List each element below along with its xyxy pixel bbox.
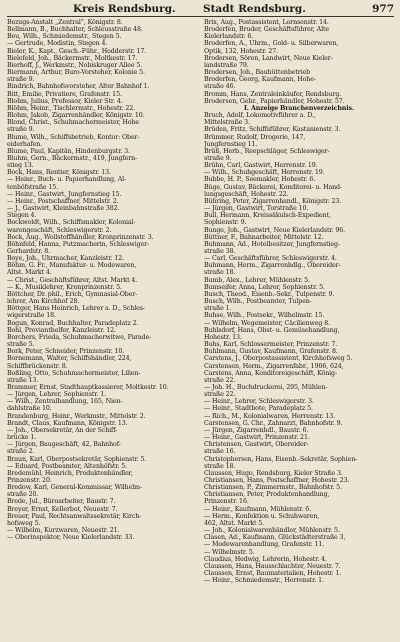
directory-entry: Brodersen, Sören, Landwirt, Neue Kieler- (204, 54, 333, 62)
directory-entry: — Heinr., Schmiedemstr., Herrenstr. 1. (204, 577, 324, 585)
directory-entry: Bock, Aug., Wollstoffhändler, Kronprinzenstr. 3. (7, 233, 154, 241)
directory-entry: Böhm, G. Fr., Manufaktur- u. Modewaren, (7, 262, 137, 270)
directory-entry: Brix, Aug., Postassistent, Lornsenstr. 14. (204, 19, 329, 26)
directory-entry: Claussen, Hugo, Rendsburg, Kieler Straße 3. (204, 469, 343, 477)
directory-entry: Broderfen, Georg, Kaufmann, Hohe- (204, 76, 316, 84)
directory-entry: Blume, Wilh., Schiffsbetrieb, Kontor: Ober- (7, 133, 140, 141)
directory-entry: — Heinr., Buch- u. Papierhandlung, Al- (7, 176, 127, 184)
directory-entry: straße 9. (7, 76, 35, 84)
directory-entry: — Heinr., Kaufmann, Mühlenstr. 6. (204, 505, 312, 513)
directory-entry: — Jürgen, Zigarrenhdl., Baustr. 6. (204, 426, 309, 434)
directory-entry: I. Anzeige Branchenverzeichnis. (243, 104, 355, 112)
directory-entry: Claudius, Hedwig, Lehrerin, Hohestr. 4. (204, 555, 327, 563)
directory-entry: Büge, Gustav, Bäckerei, Konditorei- u. Hand- (204, 183, 342, 191)
directory-entry: Prinzenstr. 16. (204, 498, 249, 506)
directory-entry: — K., Musiklehrer, Kronprinzenstr. 5. (7, 283, 122, 291)
directory-entry: straße 22. (204, 376, 236, 384)
directory-entry: Kielerlandstr. 6. (204, 33, 254, 41)
directory-entry: Brede, Jul., Büroarbeiter, Baustr. 7. (7, 498, 116, 506)
directory-entry: — Jürgen, Gastwirt, Torstraße 10. (204, 205, 309, 213)
directory-entry: — J., Gastwirt, Kleinbahnstraße 382. (7, 205, 120, 213)
directory-entry: Breyer, Ernst, Kellerbot, Neuestr. 7. (7, 505, 118, 513)
directory-entry: — Herm., Konfektion u. Schuhwaren, (204, 512, 320, 520)
directory-entry: Carstens, Anna, Konditoreigeschäft, König- (204, 369, 337, 377)
directory-entry: Bohl, Provianthelfer, Kanzleistr. 12. (7, 326, 116, 334)
directory-entry: — Wilh., Zentralhandlung, 165, Nien- (7, 398, 123, 406)
directory-entry: Brümmer, Rudolf, Drogerie, 147, (204, 133, 306, 141)
directory-entry: Böttcher, Dr. phil., Erich, Gymnasial-Ober- (7, 290, 138, 298)
header-town: Stadt Rendsburg. (203, 3, 306, 15)
directory-entry: Buhlsdorf, Hans, Obst- u. Gemüsehandlung, (204, 326, 340, 334)
directory-entry: Bühring, Peter, Zigarrenhandl., Königstr. 23. (204, 197, 342, 205)
directory-entry: — Wilh., Schuhgeschäft, Herrenstr. 19. (204, 169, 325, 177)
directory-entry: hofsweg 5. (7, 519, 41, 527)
directory-entry: Clasen, Ad., Kaufmann, Glückstädterstraße 3, (204, 534, 346, 542)
directory-entry: 462, Altst. Markt 5. (204, 519, 265, 527)
directory-entry: Brühn, Carl, Gastwirt, Herrenstr. 19. (204, 162, 318, 170)
directory-entry: Blöhm, Heinr., Tischlermstr., Hohestr. 22. (7, 104, 136, 112)
directory-entry: Böhnfeld, Hanna, Putzmacherin, Schleswiger- (7, 240, 150, 248)
directory-entry: Bruch, Adolf, Lokomotivführer a. D., (204, 112, 316, 120)
directory-entry: Bitt, Emilie, Privatiere, Grafenstr. 15. (7, 90, 122, 98)
directory-entry: Bredow, Karl, General-Kommissar, Wilhelm- (7, 484, 142, 492)
directory-entry: Brandt, Claus, Kaufmann, Königstr. 13. (7, 419, 128, 427)
directory-entry: Blohm, Jakob, Zigarrenhändler, Königstr. 10. (7, 112, 145, 120)
page-header (7, 3, 394, 17)
directory-entry: straße 20. (7, 491, 39, 499)
directory-entry: Brüß, Herb., Reepschläger, Schleswiger- (204, 147, 330, 155)
directory-entry: Boßling, Otto, Schuhmachermeister, Lilien- (7, 369, 141, 377)
directory-entry: Stegen 4. (7, 212, 37, 220)
directory-entry: Bumseifer, Anna, Lehrer, Sophienstr. 5. (204, 283, 325, 291)
directory-entry: Brodersen, Gebr., Papierhändler, Hohestr. 57. (204, 97, 345, 105)
directory-entry: Carstensen, G. Chr., Zahnarzt, Bahnhofstr. 9. (204, 419, 343, 427)
directory-entry: landstraße 79. (204, 61, 249, 69)
directory-entry: Christophersen, Hans, Eisenb.-Sekretär, Sophien- (204, 455, 358, 463)
directory-entry: — Heinr., Stadtbote, Paradeplatz 5. (204, 405, 313, 413)
directory-entry: — Wilhelmstr. 5. (204, 548, 255, 556)
directory-entry: Broderfen, Bruder, Geschäftsführer, Alte (204, 26, 330, 34)
header-district: Kreis Rendsburg. (73, 3, 176, 15)
directory-entry: — Joh., Kolonialwarenhändler, Mühlenstr. 5. (204, 527, 340, 535)
directory-entry: straße 18. (204, 269, 236, 277)
directory-entry: straße 9. (204, 154, 232, 162)
directory-entry: Brüden, Fritz, Schiffsführer, Kastanienstr. 3. (204, 126, 341, 134)
directory-entry: — Joh. H., Buchdruckerei, 295, Mühlen- (204, 383, 328, 391)
directory-entry: straße 13. (7, 376, 39, 384)
directory-entry: Bornemann, Walter, Schiffshändler, 224, (7, 355, 132, 363)
directory-entry: brücke 1. (7, 434, 37, 442)
directory-entry: Hohestr. 13. (204, 333, 242, 341)
directory-entry: Blond, Christ., Schuhmachermeister, Hohe (7, 119, 140, 127)
directory-entry: Bubbe, H. P., Seemakler, Hohestr. 6. (204, 176, 316, 184)
directory-entry: Braun, Karl, Oberpostsekretär, Sophienstr. 5. (7, 455, 147, 463)
directory-entry: Schiffbrückenstr. 8. (7, 362, 68, 370)
directory-entry: Busch, Wilh., Postbeamter, Tulpen- (204, 298, 312, 306)
directory-entry: Beu, Wilh., Schmiedemstr., Stegen 5. (7, 33, 122, 41)
directory-entry: Christiansen, Hans, Postschaffner, Hohestr. 23. (204, 477, 350, 484)
directory-entry: Biermann, Arthur, Buro-Vorsteher, Kolonie 5. (7, 69, 145, 77)
directory-entry: Carstensen, Herm., Zigarrenfabr., 1906, 624, (204, 362, 344, 370)
directory-entry: straße 1. (204, 305, 232, 313)
directory-entry: Brodersen, Joh., Bauhüttenbetrieb (204, 69, 311, 77)
directory-entry: Bock, Hans, Rentier, Königstr. 13. (7, 169, 111, 177)
directory-entry: — Wilhelm, Wegemeister, Cäcilienweg 8. (204, 319, 330, 327)
right-column (204, 19, 394, 584)
directory-entry: lungsgeschäft, Hohestr. 22. (204, 190, 289, 198)
directory-entry: Bluhm, Gern., Bäckermstr., 419, Jungfern- (7, 154, 138, 162)
directory-entry: Bogun, Konrad, Buchhalter, Paradeplatz 2. (7, 319, 139, 327)
directory-entry: — Jürgen, Baugeschäft, 42, Bahnhof- (7, 441, 121, 449)
directory-entry: Bielefeld, Joh., Bäckermstr., Moltkestr. 17. (7, 54, 138, 62)
directory-entry: Buhlmann, Gustav, Kaufmann, Grafenstr. 8. (204, 348, 338, 356)
directory-entry: — Oberinspektor, Neue Kielerlandstr. 33. (7, 534, 135, 542)
directory-entry: Bredemühl, Heinrich, Produktenhändler, (7, 469, 133, 477)
directory-entry: Optik, 132, Hohestr. 27. (204, 47, 278, 55)
directory-entry: Blume, Paul, Kapitän, Hindenburgstr. 3. (7, 147, 130, 155)
directory-entry: — Gertrude, Modistin, Stegen 4. (7, 40, 108, 48)
directory-entry: Breuer, Paul, Rechtsanwaltssekretär, Kirch- (7, 512, 142, 520)
directory-entry: Bumb, Alex., Lehrer, Mühlenstr. 5. (204, 276, 310, 284)
directory-entry: — Jürgen, Lehrer, Sophienstr. 1. (7, 391, 106, 399)
directory-entry: — Heinr., Gastwirt, Jungfernstieg 15. (7, 190, 122, 198)
directory-entry: Bockwoldt, Wilh., Schiffsmakler, Kolonial- (7, 219, 136, 227)
directory-entry: Brandenburg, Heinr., Werkmstr., Mittelstr. 2. (7, 412, 146, 420)
directory-entry: straße 18. (204, 462, 236, 470)
directory-entry: Bindrich, Bahnhofsvorsteher, Alter Bahnhof 1. (7, 83, 150, 91)
directory-entry: Busch, Theod., Eisenb.-Sekr., Tulpenstr. 9. (204, 290, 335, 298)
directory-entry: — Heinr., Gastwirt, Prinzenstr. 21. (204, 434, 310, 442)
directory-entry: Buhs, Karl, Schlossermeister, Prinzenstr. 7. (204, 341, 338, 349)
directory-entry: warengeschäft, Schleswigerstr. 2. (7, 226, 112, 234)
directory-entry: Christiansen, Peter, Produktenhandlung, (204, 491, 330, 499)
directory-entry: Buhmann, Ad., Hotelbesitzer, Jungfernstieg- (204, 240, 340, 248)
directory-entry: Bromm, Hans, Zentraleinkäufer, Rendsburg. (204, 90, 342, 98)
directory-entry: — Rich., M., Kolonialwaren, Herrenstr. 13. (204, 412, 336, 420)
directory-entry: Christensen, Gastwirt, Obereider- (204, 441, 309, 449)
directory-entry: straße 22. (204, 391, 236, 399)
directory-entry: wigerstraße 18. (7, 312, 56, 320)
directory-entry: Bierhoff, J., Werkmstr., Nobiskruger Allee 5. (7, 61, 143, 69)
directory-entry: Bellmann, B., Buchhalter, Schleusstraße 48. (7, 26, 143, 34)
directory-entry: — Wilhelm, Kurzwaren, Neuestr. 21. (7, 527, 120, 535)
directory-entry: — Modewarenhandlung, Grafenstr. 11. (204, 541, 325, 549)
directory-entry: Jungfernstieg 11. (204, 140, 258, 148)
directory-entry: straße 5. (7, 341, 35, 349)
directory-entry: straße 38. (204, 248, 236, 255)
directory-entry: — Joh., Obersekretär, An der Schiff- (7, 426, 118, 434)
directory-entry: Boye, Joh., Uhrmacher, Kanzleistr. 12. (7, 255, 124, 263)
directory-entry: dahlstraße 10. (7, 405, 52, 413)
directory-entry: Bork, Peter, Schneider, Prinzenstr. 10. (7, 348, 125, 356)
directory-entry: Altst. Markt 4. (7, 269, 52, 277)
directory-entry: Blohm, Julius, Professor, Kieler Str. 4. (7, 97, 123, 105)
directory-entry: — Eduard, Postbeamter, Altenhöfstr. 5. (7, 462, 127, 470)
directory-entry: Christiansen, P., Zimmermstr., Bahnhofstr. 5. (204, 484, 342, 492)
directory-entry: Buhmann, Herm., Zigarrenhdlg., Obereider- (204, 262, 341, 270)
directory-entry: straße 9. (7, 126, 35, 134)
directory-entry: Bieler, K., Kapt., Gesch.-Führ., Hodderstr. 17. (7, 47, 147, 55)
directory-entry: Claussen, Ernst, Baumaterialien, Hohestr. 1. (204, 570, 342, 578)
directory-entry: Bezugs-Anstalt „Zentral“, Königstr. 8. (7, 19, 123, 26)
page-number: 977 (372, 3, 394, 15)
directory-entry: Böttger, Hans Heinrich, Lehrer a. D., Schles- (7, 305, 145, 313)
directory-entry: eiderhafen. (7, 140, 43, 148)
directory-entry: Sophienstr. 9. (204, 219, 247, 227)
directory-entry: Bunge, Joh., Gastwirt, Neue Kielerlandstr. 96. (204, 226, 346, 234)
directory-entry: Carstens, J., Oberpostassistent, Kirchhofsweg 5. (204, 355, 353, 363)
directory-entry: Borchers, Frieda, Schuhmacherwitwe, Parade- (7, 333, 152, 341)
directory-entry: — Carl, Geschäftsführer, Schleswigerstr. 4. (204, 255, 337, 263)
directory-entry: Broderfen, A., Uhrm., Gold- u. Silberwaren, (204, 40, 339, 48)
directory-entry: Büttner, F., Bahnarbeiter, Mittelstr. 12. (204, 233, 324, 241)
directory-entry: Mittelstraße 3. (204, 119, 250, 127)
directory-entry: — Christ., Geschäftsführer, Altst. Markt 4. (7, 276, 138, 284)
directory-entry: Bull, Hermann, Kreissäkulsch-Expedient, (204, 212, 331, 220)
directory-entry: straße 46. (204, 83, 236, 91)
directory-entry: lehrer, Am Kirchhof 28. (7, 298, 80, 306)
directory-entry: stieg 13. (7, 162, 34, 170)
directory-entry: tenhöfstraße 15. (7, 183, 59, 191)
left-column (7, 19, 197, 584)
directory-entry: — Heinr., Postschaffner, Mittelstr. 2. (7, 197, 119, 205)
directory-entry: Brammer, Ernst, Stadthauptkassierer, Moltkestr. 10. (7, 383, 169, 391)
directory-entry: Buhse, Wilh., Postsekr., Wilhelmstr. 15. (204, 312, 325, 320)
directory-entry: — Heinr., Lehrer, Schleswigerstr. 3. (204, 398, 314, 406)
directory-entry: straße 16. (204, 448, 236, 456)
directory-entry: straße 2. (7, 448, 35, 456)
directory-entry: Gerhardstr. 8. (7, 248, 51, 255)
directory-entry: Prinzenstr. 20. (7, 477, 52, 484)
directory-columns (7, 19, 394, 584)
directory-entry: Claussen, Hans, Hausschlachter, Neuestr. 7. (204, 562, 341, 570)
